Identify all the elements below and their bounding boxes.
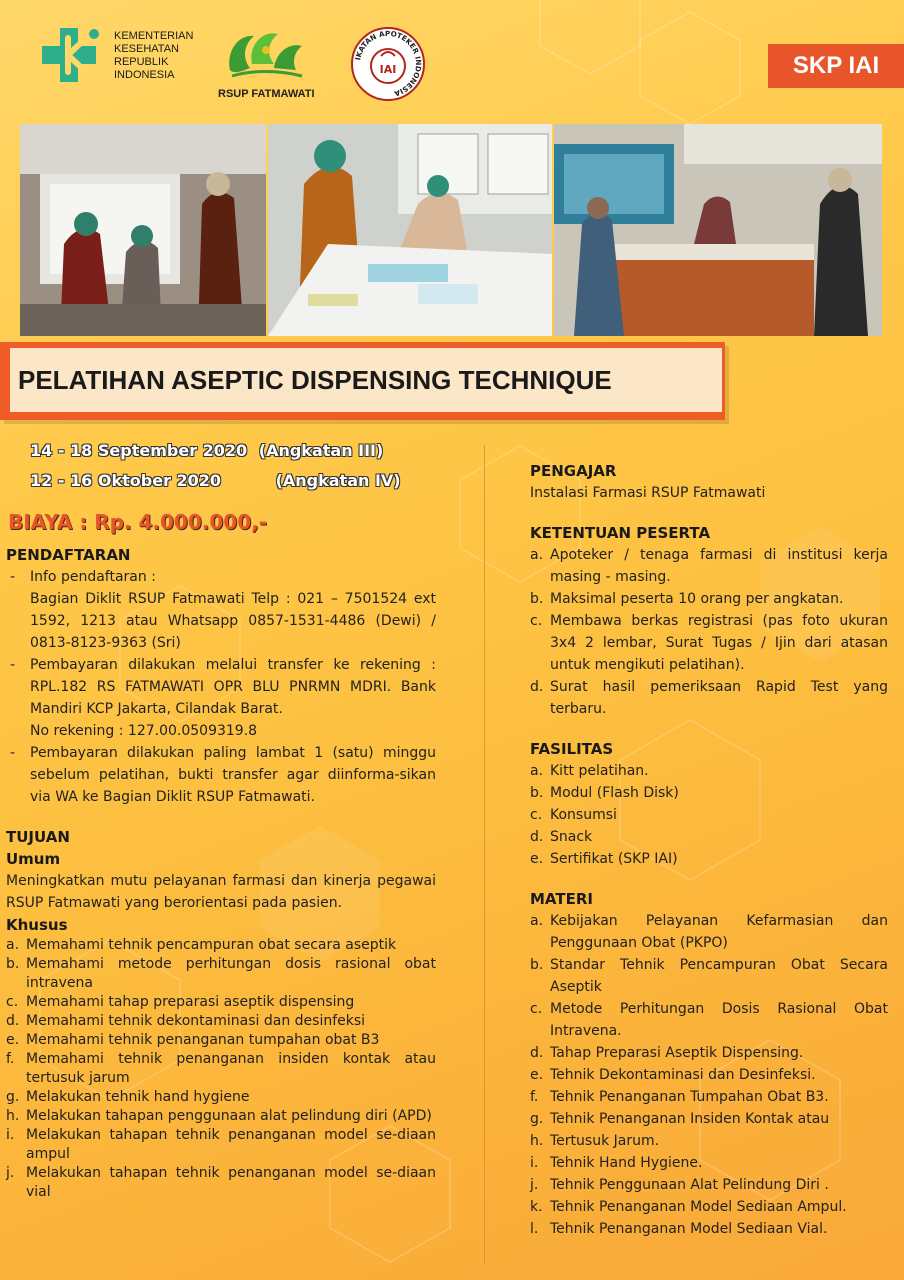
list-text: Memahami tehnik dekontaminasi dan desinfeksi [26, 1013, 366, 1029]
photo-biosafety-cabinet [20, 124, 266, 336]
list-item [530, 782, 888, 804]
page-title: PELATIHAN ASEPTIC DISPENSING TECHNIQUE [18, 364, 612, 395]
list-marker: d. [530, 829, 544, 845]
rsup-label: RSUP FATMAWATI [218, 88, 315, 100]
skp-iai-badge: SKP IAI [768, 44, 904, 88]
iai-abbr: IAI [379, 63, 397, 76]
list-item [530, 998, 888, 1042]
list-marker: b. [6, 956, 20, 972]
rsup-fatmawati-logo-icon [222, 24, 308, 84]
section-heading: PENGAJAR [530, 462, 617, 480]
section-heading: MATERI [530, 890, 593, 908]
list-item [6, 566, 436, 654]
list-marker: h. [530, 1133, 544, 1149]
list-text: Standar Tehnik Pencampuran Obat Secara Aseptik [550, 957, 888, 995]
price-label: BIAYA : Rp. 4.000.000,- [8, 510, 268, 534]
section-pengajar [530, 460, 888, 504]
list-item [530, 1218, 888, 1240]
list-item [6, 1031, 436, 1050]
list-marker: k. [530, 1199, 543, 1215]
list-marker: b. [530, 957, 544, 973]
list-item [6, 1107, 436, 1126]
list-line: Bagian Diklit RSUP Fatmawati Telp : 021 – 7501524 ext 1592, 1213 atau Whatsapp 0857-1531-4486 (Dewi) / 0813-8123-9363 (Sri) [30, 591, 436, 651]
list-marker: a. [6, 937, 20, 953]
list-item [530, 1152, 888, 1174]
list-line: Info pendaftaran : [30, 569, 156, 585]
pengajar-text: Instalasi Farmasi RSUP Fatmawati [530, 485, 766, 501]
kemenkes-line: INDONESIA [114, 69, 175, 81]
list-text: Pembayaran dilakukan paling lambat 1 (satu) minggu sebelum pelatihan, bukti transfer agar diinforma-sikan via WA ke Bagian Diklit RSUP Fatmawati. [30, 745, 436, 805]
schedule-dates [30, 436, 401, 496]
title-band [0, 342, 725, 420]
fasilitas-list [530, 760, 888, 870]
photo-aseptic-workbench [268, 124, 552, 336]
list-item [530, 610, 888, 676]
list-marker: d. [6, 1013, 20, 1029]
list-marker: d. [530, 1045, 544, 1061]
section-heading: KETENTUAN PESERTA [530, 524, 711, 542]
materi-list [530, 910, 888, 1240]
list-item [530, 1196, 888, 1218]
list-text: Kitt pelatihan. [550, 763, 649, 779]
list-text: Melakukan tahapan penggunaan alat pelindung diri (APD) [26, 1108, 432, 1124]
list-marker: i. [6, 1127, 15, 1143]
list-marker: c. [530, 807, 543, 823]
kemenkes-name [114, 30, 193, 82]
list-item [6, 936, 436, 955]
list-text: Tehnik Penanganan Tumpahan Obat B3. [550, 1089, 829, 1105]
list-item [530, 826, 888, 848]
list-marker: f. [6, 1051, 15, 1067]
list-item [6, 1050, 436, 1088]
kemenkes-line: KESEHATAN [114, 43, 179, 55]
list-item [6, 1126, 436, 1164]
list-text: Sertifikat (SKP IAI) [550, 851, 678, 867]
list-text: Surat hasil pemeriksaan Rapid Test yang terbaru. [550, 679, 888, 717]
list-item [530, 676, 888, 720]
kemenkes-line: KEMENTERIAN [114, 30, 194, 42]
list-item [6, 1012, 436, 1031]
list-text: Memahami tehnik penanganan tumpahan obat B3 [26, 1032, 380, 1048]
list-marker: c. [6, 994, 19, 1010]
section-materi [530, 888, 888, 1240]
list-item [530, 848, 888, 870]
list-text [30, 566, 436, 654]
section-heading: PENDAFTARAN [6, 546, 131, 564]
list-item [530, 1086, 888, 1108]
photo-training-room [554, 124, 882, 336]
list-text: Tehnik Hand Hygiene. [550, 1155, 703, 1171]
header [0, 0, 904, 120]
list-text: Memahami tahap preparasi aseptik dispensing [26, 994, 355, 1010]
date-batch: (Angkatan III) [258, 441, 384, 460]
section-heading: FASILITAS [530, 740, 614, 758]
list-item [6, 742, 436, 808]
list-item [530, 1042, 888, 1064]
registration-list [6, 566, 436, 808]
column-divider [484, 445, 485, 1265]
list-marker: - [10, 657, 16, 673]
list-item [530, 588, 888, 610]
list-marker: b. [530, 591, 544, 607]
list-text: Melakukan tehnik hand hygiene [26, 1089, 250, 1105]
list-item [530, 544, 888, 588]
list-marker: c. [530, 1001, 543, 1017]
list-marker: f. [530, 1089, 539, 1105]
list-text: Maksimal peserta 10 orang per angkatan. [550, 591, 844, 607]
list-text: Memahami tehnik penanganan insiden kontak atau tertusuk jarum [26, 1051, 436, 1086]
list-marker: j. [530, 1177, 539, 1193]
list-text: Konsumsi [550, 807, 617, 823]
list-marker: a. [530, 913, 544, 929]
list-marker: g. [530, 1111, 544, 1127]
umum-text: Meningkatkan mutu pelayanan farmasi dan kinerja pegawai RSUP Fatmawati yang berorientasi pada pasien. [6, 873, 436, 911]
right-column [530, 460, 888, 1254]
list-marker: d. [530, 679, 544, 695]
subsection-heading: Umum [6, 850, 61, 868]
list-text: Membawa berkas registrasi (pas foto ukuran 3x4 2 lembar, Surat Tugas / Ijin dari atasan untuk mengikuti pelatihan). [550, 613, 888, 673]
list-text: Tehnik Penanganan Model Sediaan Vial. [550, 1221, 828, 1237]
list-text: Tehnik Dekontaminasi dan Desinfeksi. [550, 1067, 816, 1083]
kemenkes-logo-icon [38, 24, 106, 94]
list-text: Memahami metode perhitungan dosis rasional obat intravena [26, 956, 436, 991]
list-item [6, 1088, 436, 1107]
photo-strip [20, 124, 882, 336]
list-marker: j. [6, 1165, 15, 1181]
list-marker: a. [530, 763, 544, 779]
list-text: Tahap Preparasi Aseptik Dispensing. [550, 1045, 804, 1061]
section-ketentuan [530, 522, 888, 720]
list-marker: a. [530, 547, 544, 563]
iai-logo-icon [350, 26, 426, 102]
list-marker: c. [530, 613, 543, 629]
list-item [530, 804, 888, 826]
list-item [6, 955, 436, 993]
list-text: Kebijakan Pelayanan Kefarmasian dan Penggunaan Obat (PKPO) [550, 913, 888, 951]
list-line: Pembayaran dilakukan melalui transfer ke rekening : RPL.182 RS FATMAWATI OPR BLU PNRMN MDRI. Bank Mandiri KCP Jakarta, Cilandak Barat. [30, 657, 436, 717]
list-marker: - [10, 569, 16, 585]
list-text: Tehnik Penanganan Model Sediaan Ampul. [550, 1199, 847, 1215]
list-text: Modul (Flash Disk) [550, 785, 679, 801]
kemenkes-line: REPUBLIK [114, 56, 169, 68]
list-text: Snack [550, 829, 593, 845]
date-range: 14 - 18 September 2020 [30, 441, 248, 460]
list-marker: e. [6, 1032, 20, 1048]
list-item [530, 1108, 888, 1130]
list-text: Metode Perhitungan Dosis Rasional Obat Intravena. [550, 1001, 888, 1039]
ketentuan-list [530, 544, 888, 720]
list-text: Apoteker / tenaga farmasi di institusi kerja masing - masing. [550, 547, 888, 585]
list-marker: e. [530, 851, 544, 867]
subsection-heading: Khusus [6, 916, 68, 934]
list-marker: h. [6, 1108, 20, 1124]
list-marker: l. [530, 1221, 539, 1237]
date-range: 12 - 16 Oktober 2020 [30, 471, 222, 490]
title-panel [10, 348, 722, 412]
list-text: Melakukan tahapan tehnik penanganan model se-diaan vial [26, 1165, 436, 1200]
list-marker: - [10, 745, 16, 761]
date-row [30, 466, 401, 496]
list-item [530, 1130, 888, 1152]
list-marker: b. [530, 785, 544, 801]
list-text: Melakukan tahapan tehnik penanganan model se-diaan ampul [26, 1127, 436, 1162]
list-item [530, 910, 888, 954]
list-text [30, 654, 436, 742]
section-heading: TUJUAN [6, 828, 70, 846]
list-marker: i. [530, 1155, 539, 1171]
list-item [6, 1164, 436, 1202]
list-marker: g. [6, 1089, 20, 1105]
list-text: Tehnik Penggunaan Alat Pelindung Diri . [550, 1177, 829, 1193]
list-marker: e. [530, 1067, 544, 1083]
iai-ring-text: IKATAN APOTEKER INDONESIA [353, 28, 424, 99]
list-item [530, 760, 888, 782]
section-fasilitas [530, 738, 888, 870]
list-item [530, 954, 888, 998]
list-item [6, 654, 436, 742]
date-row [30, 436, 401, 466]
list-text: Tehnik Penanganan Insiden Kontak atau [550, 1111, 830, 1127]
khusus-list [6, 936, 436, 1202]
list-item [530, 1064, 888, 1086]
section-tujuan [6, 826, 436, 1202]
list-item [6, 993, 436, 1012]
date-batch: (Angkatan IV) [275, 471, 401, 490]
list-line: No rekening : 127.00.0509319.8 [30, 723, 258, 739]
left-column [6, 544, 436, 1216]
list-text: Tertusuk Jarum. [550, 1133, 660, 1149]
list-text: Memahami tehnik pencampuran obat secara aseptik [26, 937, 397, 953]
list-item [530, 1174, 888, 1196]
section-pendaftaran [6, 544, 436, 808]
